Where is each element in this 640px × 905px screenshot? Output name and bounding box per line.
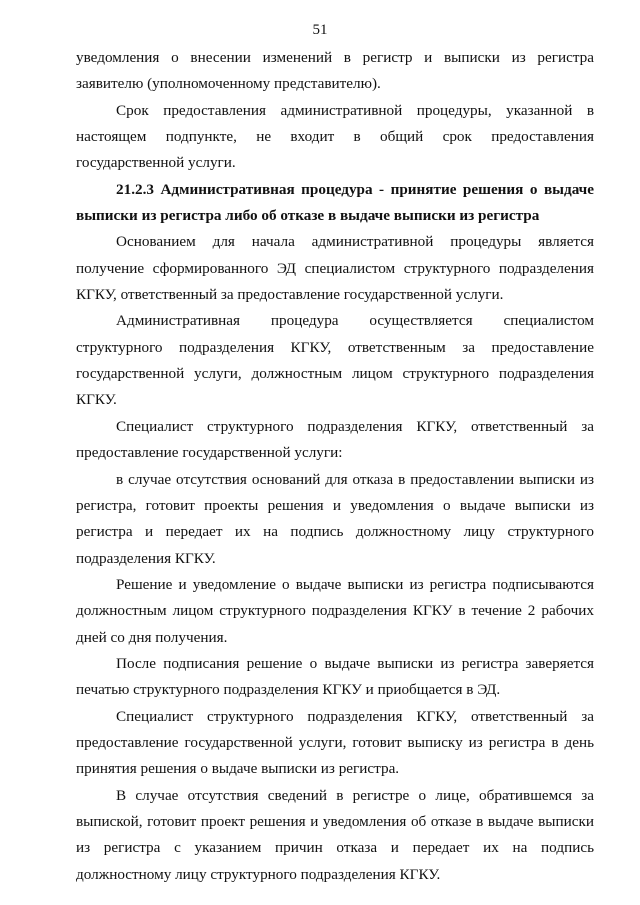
paragraph-basis: Основанием для начала административной процедуры является получение сформированного ЭД специалистом структурного подразделения КГКУ, ответственный за предоставление государственной услуги. — [76, 233, 594, 304]
paragraph-no-refusal-grounds: в случае отсутствия оснований для отказа в предоставлении выписки из регистра, готовит проекты решения и уведомления о выдаче выписки из регистра и передает их на подпись должностному лицу структурного подразделения КГКУ. — [76, 470, 594, 567]
paragraph-after-signing: После подписания решение о выдаче выписки из регистра заверяется печатью структурного подразделения КГКУ и приобщается в ЭД. — [76, 654, 594, 699]
paragraph-prepare-extract: Специалист структурного подразделения КГКУ, ответственный за предоставление государственной услуги, готовит выписку из регистра в день принятия решения о выдаче выписки из регистра. — [76, 707, 594, 778]
document-body — [76, 45, 594, 888]
paragraph-specialist: Специалист структурного подразделения КГКУ, ответственный за предоставление государственной услуги: — [76, 417, 594, 462]
page-number: 51 — [312, 22, 328, 38]
section-heading: 21.2.3 Административная процедура - принятие решения о выдаче выписки из регистра либо об отказе в выдаче выписки из регистра — [76, 180, 594, 225]
paragraph-refusal: В случае отсутствия сведений в регистре о лице, обратившемся за выпиской, готовит проект решения и уведомления об отказе в выдаче выписки из регистра с указанием причин отказа и передает их на подпись должностному лицу структурного подразделения КГКУ. — [76, 786, 594, 883]
paragraph-continuation: уведомления о внесении изменений в регистр и выписки из регистра заявителю (уполномоченному представителю). — [76, 49, 594, 93]
paragraph-procedure-executor: Административная процедура осуществляется специалистом структурного подразделения КГКУ, ответственным за предоставление государственной услуги, должностным лицом структурного подразделения КГКУ. — [76, 312, 594, 409]
paragraph-signing: Решение и уведомление о выдаче выписки из регистра подписываются должностным лицом структурного подразделения КГКУ в течение 2 рабочих дней со дня получения. — [76, 575, 594, 646]
paragraph-term-note: Срок предоставления административной процедуры, указанной в настоящем подпункте, не входит в общий срок предоставления государственной услуги. — [76, 101, 594, 172]
